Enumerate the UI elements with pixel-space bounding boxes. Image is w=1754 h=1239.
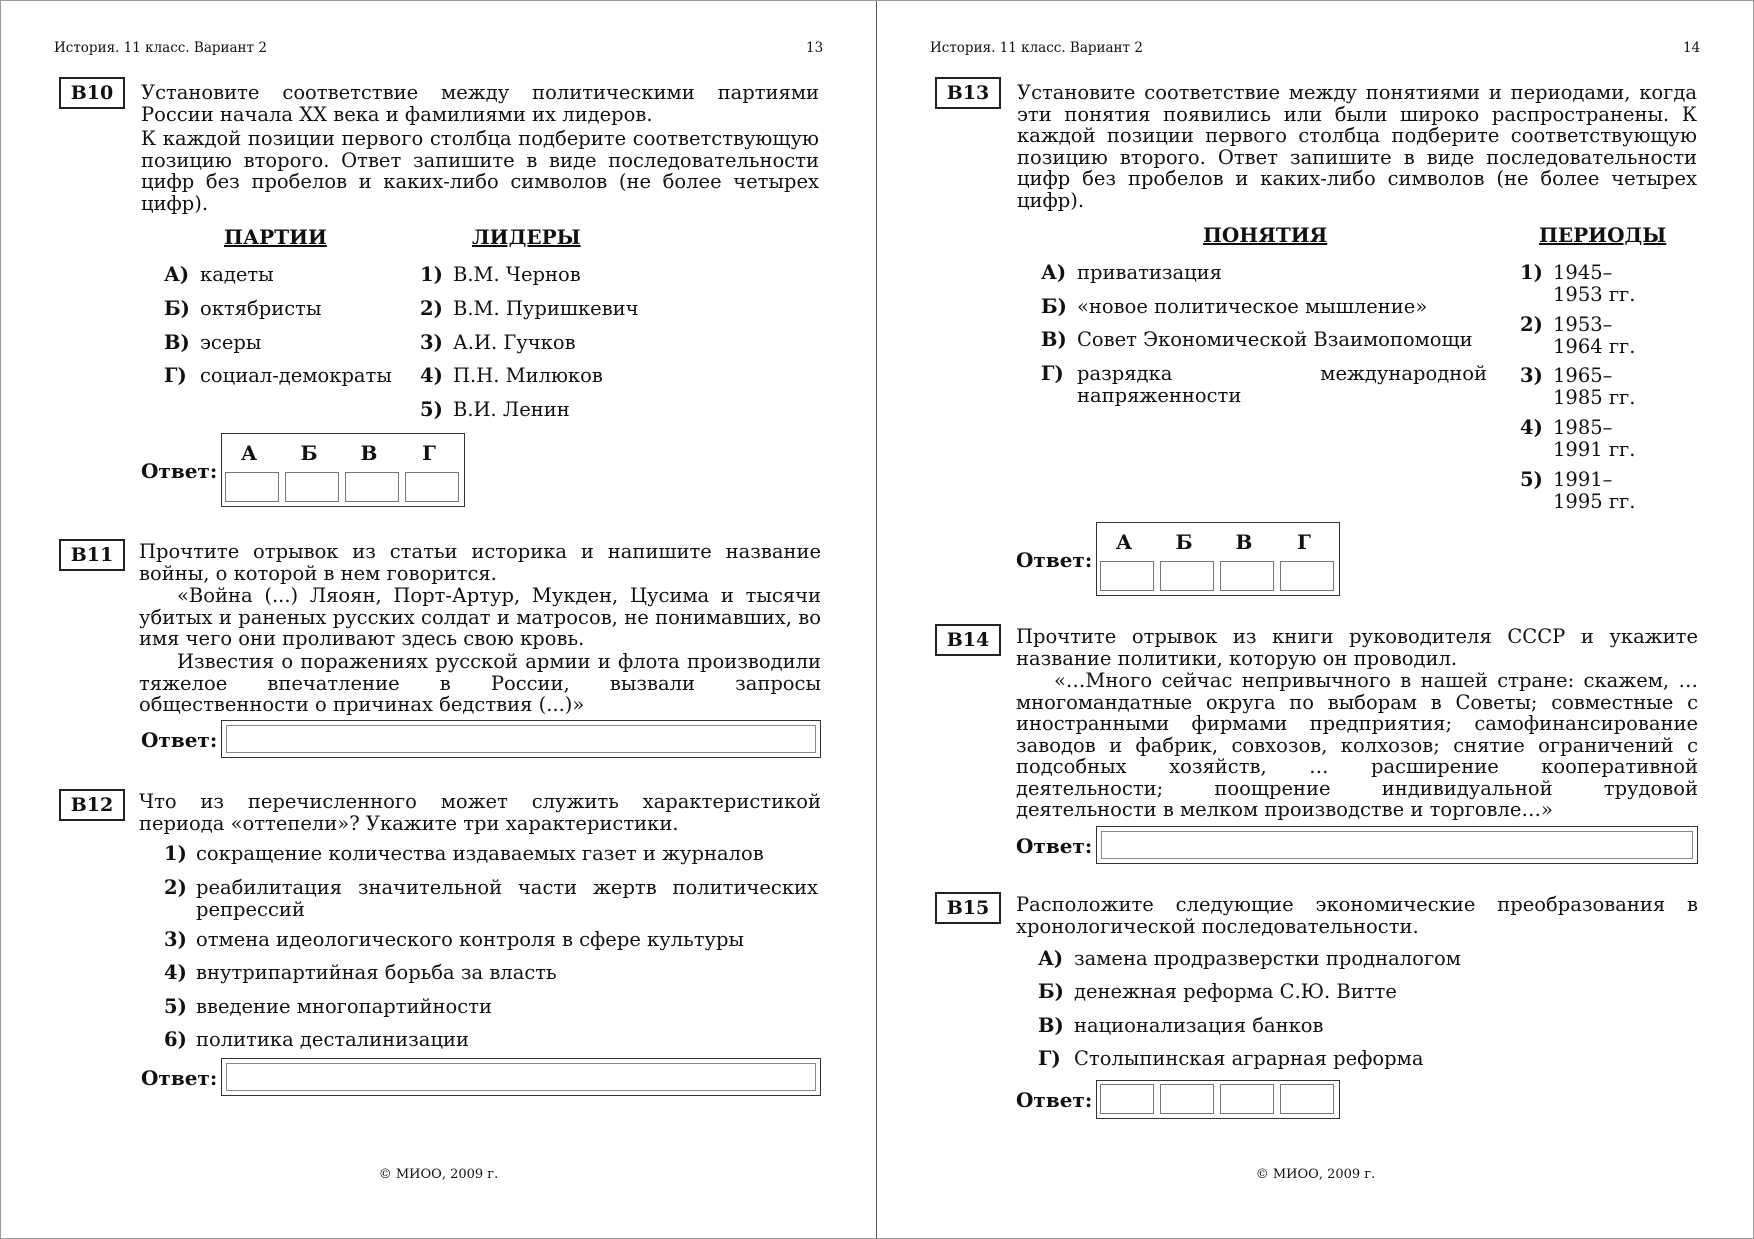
answer-label-b10: Ответ: (141, 459, 218, 483)
answer-cell[interactable] (1160, 561, 1214, 591)
leader-item: 2) В.М. Пуришкевич (420, 297, 639, 320)
answer-field-b14[interactable] (1096, 826, 1698, 864)
column-header-leaders: ЛИДЕРЫ (472, 225, 581, 249)
list-item: 3) отмена идеологического контроля в сфере культуры (164, 928, 744, 951)
answer-label-b14: Ответ: (1016, 834, 1093, 858)
task-b14-text: Прочтите отрывок из книги руководителя СССР и укажите название политики, которую он проводил. (1016, 625, 1698, 670)
leader-item: 4) П.Н. Милюков (420, 364, 603, 387)
task-b14-quote: «…Много сейчас непривычного в нашей стране: скажем, … многомандатные округа по выборам в Советы; совместные с иностранными фирмами предприятия; самофинансирование заводов и фабрик, совхозов, колхозов; снятие ограничений с подсобных хозяйств, … расширение кооперативной деятельности; поощрение индивидуальной трудовой деятельности в мелком производстве и торговле…» (1016, 669, 1698, 821)
answer-cell[interactable] (285, 472, 339, 502)
party-item: А) кадеты (164, 263, 274, 286)
column-header-concepts: ПОНЯТИЯ (1203, 223, 1328, 247)
column-header-parties: ПАРТИИ (224, 225, 327, 249)
concept-item: В) Совет Экономической Взаимопомощи (1041, 328, 1473, 351)
answer-label-b11: Ответ: (141, 728, 218, 752)
concept-item: Б) «новое политическое мышление» (1041, 295, 1428, 318)
task-tag-b11: В11 (59, 539, 125, 571)
party-item: В) эсеры (164, 331, 262, 354)
task-b10-intro: Установите соответствие между политическими партиями России начала XX века и фамилиями их лидеров. (141, 81, 819, 126)
page-header: История. 11 класс. Вариант 2 (54, 40, 267, 56)
period-item: 2) 1953–1964 гг. (1520, 313, 1636, 358)
concept-item: Г) разрядка международной напряженности (1041, 362, 1487, 407)
task-tag-b12: В12 (59, 789, 125, 821)
task-tag-b10: В10 (59, 77, 125, 109)
page-footer: © МИОО, 2009 г. (378, 1167, 499, 1182)
list-item: В) национализация банков (1038, 1014, 1324, 1037)
answer-cell[interactable] (405, 472, 459, 502)
leader-item: 5) В.И. Ленин (420, 398, 570, 421)
party-item: Г) социал-демократы (164, 364, 392, 387)
task-tag-b15: В15 (935, 892, 1001, 924)
answer-cell[interactable] (1280, 1084, 1334, 1114)
answer-grid-b13: А Б В Г (1096, 522, 1340, 596)
task-b15-text: Расположите следующие экономические преобразования в хронологической последовательности. (1016, 893, 1698, 938)
task-b10-instructions: К каждой позиции первого столбца подберите соответствующую позицию второго. Ответ запишите в виде последовательности цифр без пробелов и каких-либо символов (не более четырех цифр). (141, 127, 819, 215)
answer-cell[interactable] (1100, 561, 1154, 591)
task-tag-b14: В14 (935, 624, 1001, 656)
answer-field-b11[interactable] (221, 720, 821, 758)
answer-grid-b10: А Б В Г (221, 433, 465, 507)
period-item: 5) 1991–1995 гг. (1520, 468, 1636, 513)
list-item: Б) денежная реформа С.Ю. Витте (1038, 980, 1397, 1003)
task-tag-b13: В13 (935, 77, 1001, 109)
answer-label-b12: Ответ: (141, 1066, 218, 1090)
list-item: А) замена продразверстки продналогом (1038, 947, 1461, 970)
leader-item: 3) А.И. Гучков (420, 331, 576, 354)
list-item: 5) введение многопартийности (164, 995, 492, 1018)
answer-field-b12[interactable] (221, 1058, 821, 1096)
answer-cell[interactable] (1220, 561, 1274, 591)
period-item: 4) 1985–1991 гг. (1520, 416, 1636, 461)
page-header: История. 11 класс. Вариант 2 (930, 40, 1143, 56)
column-header-periods: ПЕРИОДЫ (1539, 223, 1667, 247)
task-b11-text: Прочтите отрывок из статьи историка и напишите название войны, о которой в нем говорится. (139, 540, 821, 585)
task-b12-text: Что из перечисленного может служить характеристикой периода «оттепели»? Укажите три характеристики. (139, 790, 821, 835)
answer-label-b15: Ответ: (1016, 1088, 1093, 1112)
party-item: Б) октябристы (164, 297, 322, 320)
answer-cell[interactable] (1100, 1084, 1154, 1114)
list-item: Г) Столыпинская аграрная реформа (1038, 1047, 1424, 1070)
page-number: 14 (1683, 40, 1701, 56)
answer-cell[interactable] (1280, 561, 1334, 591)
list-item: 1) сокращение количества издаваемых газет и журналов (164, 842, 764, 865)
answer-cell[interactable] (1160, 1084, 1214, 1114)
list-item: 4) внутрипартийная борьба за власть (164, 961, 557, 984)
concept-item: А) приватизация (1041, 261, 1222, 284)
leader-item: 1) В.М. Чернов (420, 263, 581, 286)
period-item: 1) 1945–1953 гг. (1520, 261, 1636, 306)
task-b11-quote-2: Известия о поражениях русской армии и флота производили тяжелое впечатление в России, вызвали запросы общественности о причинах бедствия (...)» (139, 650, 821, 716)
list-item: 6) политика десталинизации (164, 1028, 469, 1051)
answer-cell[interactable] (1220, 1084, 1274, 1114)
period-item: 3) 1965–1985 гг. (1520, 364, 1636, 409)
page-footer: © МИОО, 2009 г. (1255, 1167, 1376, 1182)
page-number: 13 (806, 40, 824, 56)
answer-cell[interactable] (225, 472, 279, 502)
task-b11-quote-1: «Война (...) Ляоян, Порт-Артур, Мукден, Цусима и тысячи убитых и раненых русских солдат и матросов, не понимавших, во имя чего они проливают здесь свою кровь. (139, 584, 821, 650)
list-item: 2) реабилитация значительной части жертв политических репрессий (164, 876, 818, 921)
page-14 (877, 0, 1754, 1239)
answer-label-b13: Ответ: (1016, 548, 1093, 572)
answer-cell[interactable] (345, 472, 399, 502)
task-b13-text: Установите соответствие между понятиями и периодами, когда эти понятия появились или были широко распространены. К каждой позиции первого столбца подберите соответствующую позицию второго. Ответ запишите в виде последовательности цифр без пробелов и каких-либо символов (не более четырех цифр). (1017, 81, 1697, 212)
answer-grid-b15 (1096, 1080, 1340, 1119)
